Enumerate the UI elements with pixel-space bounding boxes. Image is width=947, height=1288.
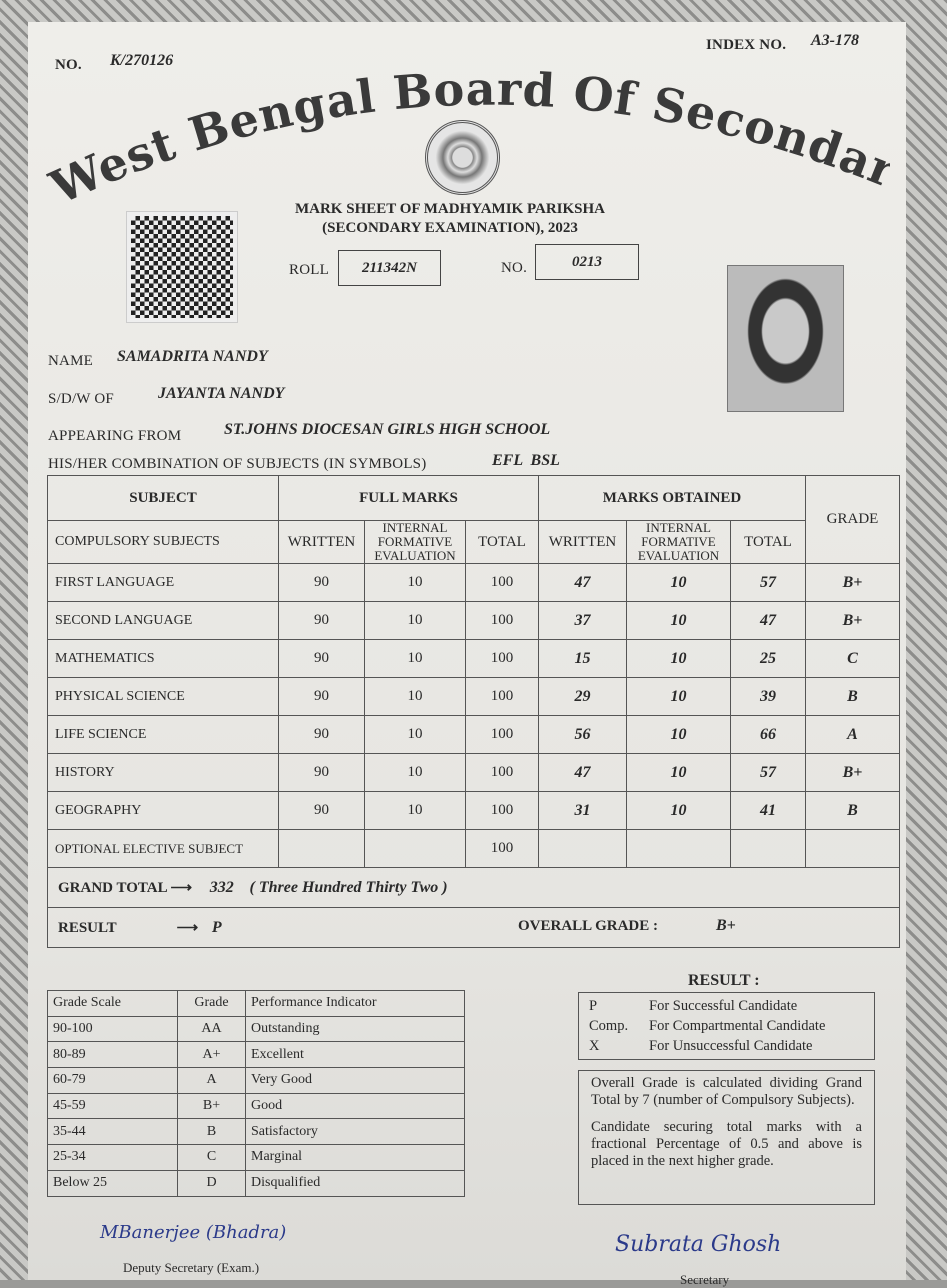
result-legend-item — [589, 1036, 864, 1056]
board-seal — [425, 120, 500, 195]
compulsory-header: COMPULSORY SUBJECTS — [48, 521, 279, 564]
arrow-icon: ⟶ — [176, 920, 199, 936]
subject-name: GEOGRAPHY — [48, 792, 279, 830]
grade-scale-cell: Satisfactory — [246, 1119, 465, 1145]
full-internal: 10 — [365, 716, 466, 754]
grade-scale-cell: B — [178, 1119, 246, 1145]
full-total: 100 — [466, 754, 539, 792]
marks-obtained-header: MARKS OBTAINED — [539, 476, 806, 521]
grade-scale-cell: AA — [178, 1016, 246, 1042]
obtained-internal: 10 — [627, 602, 731, 640]
arrow-icon: ⟶ — [170, 880, 193, 896]
obtained-total: 39 — [731, 678, 806, 716]
subject-row — [48, 754, 900, 792]
obtained-written: 31 — [539, 792, 627, 830]
internal-header: INTERNAL FORMATIVE EVALUATION — [627, 521, 731, 564]
grade-scale-cell: A — [178, 1068, 246, 1094]
full-written: 90 — [279, 678, 365, 716]
result-meaning: For Successful Candidate — [649, 998, 798, 1014]
exam-title-line1: MARK SHEET OF MADHYAMIK PARIKSHA — [294, 201, 606, 217]
grade: B — [806, 792, 900, 830]
deputy-secretary-signature: MBanerjee (Bhadra) — [100, 1222, 287, 1243]
serial-no-value: K/270126 — [110, 52, 174, 69]
roll-label: ROLL — [289, 262, 329, 278]
grade-scale-row — [48, 1093, 465, 1119]
result-meaning: For Unsuccessful Candidate — [649, 1038, 813, 1054]
full-written: 90 — [279, 564, 365, 602]
roll-no-box — [535, 244, 639, 280]
full-total: 100 — [466, 640, 539, 678]
grade: A — [806, 716, 900, 754]
subject-header: SUBJECT — [48, 476, 279, 521]
grade-scale-cell: Excellent — [246, 1042, 465, 1068]
grade-scale-cell: 80-89 — [48, 1042, 178, 1068]
grade: B+ — [806, 564, 900, 602]
note-overall-grade: Overall Grade is calculated dividing Grand Total by 7 (number of Compulsory Subjects). — [591, 1075, 862, 1108]
secretary-signature: Subrata Ghosh — [615, 1232, 782, 1257]
obtained-written: 15 — [539, 640, 627, 678]
subject-row — [48, 792, 900, 830]
obtained-total: 57 — [731, 754, 806, 792]
full-total: 100 — [466, 564, 539, 602]
full-written: 90 — [279, 754, 365, 792]
obtained-total: 41 — [731, 792, 806, 830]
parent-name: JAYANTA NANDY — [158, 385, 285, 402]
obtained-internal: 10 — [627, 792, 731, 830]
full-total: 100 — [466, 792, 539, 830]
subject-name: FIRST LANGUAGE — [48, 564, 279, 602]
grade-scale-cell: Grade — [178, 991, 246, 1017]
subject-row — [48, 678, 900, 716]
obtained-written: 56 — [539, 716, 627, 754]
combination-value: EFL BSL — [492, 452, 560, 469]
subject-name: SECOND LANGUAGE — [48, 602, 279, 640]
result-code: Comp. — [589, 1018, 629, 1034]
grade-scale-cell: Very Good — [246, 1068, 465, 1094]
combination-label: HIS/HER COMBINATION OF SUBJECTS (IN SYMBOLS) — [48, 456, 427, 472]
grade-scale-cell: Performance Indicator — [246, 991, 465, 1017]
grade: B+ — [806, 754, 900, 792]
obtained-written: 47 — [539, 564, 627, 602]
full-internal: 10 — [365, 792, 466, 830]
index-no-label: INDEX NO. — [706, 37, 787, 53]
internal-header: INTERNAL FORMATIVE EVALUATION — [365, 521, 466, 564]
grade-scale-cell: C — [178, 1145, 246, 1171]
full-written: 90 — [279, 716, 365, 754]
obtained-internal: 10 — [627, 716, 731, 754]
obtained-total: 47 — [731, 602, 806, 640]
total-header: TOTAL — [731, 521, 806, 564]
grade-scale-table — [47, 990, 465, 1197]
full-written: 90 — [279, 602, 365, 640]
grade-scale-row — [48, 1119, 465, 1145]
obtained-total: 66 — [731, 716, 806, 754]
grade-scale-row — [48, 1145, 465, 1171]
written-header: WRITTEN — [539, 521, 627, 564]
full-written: 90 — [279, 792, 365, 830]
obtained-written: 47 — [539, 754, 627, 792]
result-legend-item — [589, 1016, 864, 1036]
obtained-written: 37 — [539, 602, 627, 640]
obtained-internal: 10 — [627, 754, 731, 792]
full-internal: 10 — [365, 678, 466, 716]
obtained-total: 57 — [731, 564, 806, 602]
subject-name: MATHEMATICS — [48, 640, 279, 678]
obtained-internal: 10 — [627, 564, 731, 602]
result-legend-title: RESULT : — [688, 972, 760, 989]
subject-name: HISTORY — [48, 754, 279, 792]
qr-code — [127, 212, 237, 322]
notes-box — [578, 1070, 875, 1205]
grand-total-words: ( Three Hundred Thirty Two ) — [249, 879, 448, 896]
written-header: WRITTEN — [279, 521, 365, 564]
secretary-title: Secretary — [680, 1272, 730, 1287]
exam-title-line2: (SECONDARY EXAMINATION), 2023 — [322, 220, 578, 236]
name-label: NAME — [48, 353, 93, 369]
grade-scale-cell: 90-100 — [48, 1016, 178, 1042]
grade: B+ — [806, 602, 900, 640]
full-internal: 10 — [365, 564, 466, 602]
full-written: 90 — [279, 640, 365, 678]
grade-scale-cell: Grade Scale — [48, 991, 178, 1017]
result-label: RESULT — [58, 920, 117, 936]
full-internal: 10 — [365, 602, 466, 640]
grade-scale-cell: D — [178, 1170, 246, 1196]
roll-no-label: NO. — [501, 260, 528, 276]
grade-scale-cell: B+ — [178, 1093, 246, 1119]
full-internal: 10 — [365, 640, 466, 678]
grade-scale-cell: A+ — [178, 1042, 246, 1068]
result-code: P — [589, 998, 598, 1014]
full-total: 100 — [466, 716, 539, 754]
grade-scale-row — [48, 1170, 465, 1196]
result-legend — [578, 992, 875, 1060]
grand-total-value: 332 — [209, 879, 234, 896]
grand-total-label: GRAND TOTAL — [58, 880, 167, 896]
grade-scale-cell: 60-79 — [48, 1068, 178, 1094]
overall-grade-label: OVERALL GRADE : — [518, 918, 659, 934]
full-internal: 10 — [365, 754, 466, 792]
index-no-value: A3-178 — [811, 32, 859, 49]
grade-scale-cell: 35-44 — [48, 1119, 178, 1145]
subject-row — [48, 716, 900, 754]
subject-name: PHYSICAL SCIENCE — [48, 678, 279, 716]
subject-name: LIFE SCIENCE — [48, 716, 279, 754]
school-name: ST.JOHNS DIOCESAN GIRLS HIGH SCHOOL — [224, 421, 551, 438]
obtained-internal: 10 — [627, 640, 731, 678]
roll-box — [338, 250, 441, 286]
result-meaning: For Compartmental Candidate — [649, 1018, 826, 1034]
parent-label: S/D/W OF — [48, 391, 114, 407]
candidate-name: SAMADRITA NANDY — [117, 348, 268, 365]
grade-scale-cell: Below 25 — [48, 1170, 178, 1196]
obtained-total: 25 — [731, 640, 806, 678]
subject-row — [48, 564, 900, 602]
grade-scale-cell: Marginal — [246, 1145, 465, 1171]
grade-scale-row — [48, 1068, 465, 1094]
result-code: X — [589, 1038, 600, 1054]
board-name: West Bengal Board Of Seconda — [42, 61, 881, 215]
grade-scale-cell: 25-34 — [48, 1145, 178, 1171]
total-header: TOTAL — [466, 521, 539, 564]
subject-row — [48, 640, 900, 678]
deputy-secretary-title: Deputy Secretary (Exam.) — [123, 1260, 260, 1275]
serial-no-label: NO. — [55, 57, 82, 73]
school-label: APPEARING FROM — [48, 428, 182, 444]
roll-no-value: 0213 — [572, 253, 602, 270]
grade-scale-cell: Disqualified — [246, 1170, 465, 1196]
grade: B — [806, 678, 900, 716]
result-value: P — [211, 919, 222, 936]
optional-subject: OPTIONAL ELECTIVE SUBJECT — [48, 830, 279, 868]
grade-scale-cell: Good — [246, 1093, 465, 1119]
overall-grade-value: B+ — [716, 917, 736, 934]
grade-scale-cell: 45-59 — [48, 1093, 178, 1119]
marks-table — [47, 475, 900, 948]
obtained-written: 29 — [539, 678, 627, 716]
grade: C — [806, 640, 900, 678]
grade-scale-cell: Outstanding — [246, 1016, 465, 1042]
full-marks-header: FULL MARKS — [279, 476, 539, 521]
result-legend-item — [589, 996, 864, 1016]
candidate-photo — [727, 265, 844, 412]
optional-full-total: 100 — [466, 830, 539, 868]
roll-value: 211342N — [361, 259, 417, 276]
obtained-internal: 10 — [627, 678, 731, 716]
full-total: 100 — [466, 678, 539, 716]
grade-scale-row — [48, 991, 465, 1017]
full-total: 100 — [466, 602, 539, 640]
grade-header: GRADE — [806, 476, 900, 564]
subject-row — [48, 602, 900, 640]
note-rounding: Candidate securing total marks with a fractional Percentage of 0.5 and above is placed in the next higher grade. — [591, 1119, 862, 1169]
grade-scale-row — [48, 1016, 465, 1042]
grade-scale-row — [48, 1042, 465, 1068]
